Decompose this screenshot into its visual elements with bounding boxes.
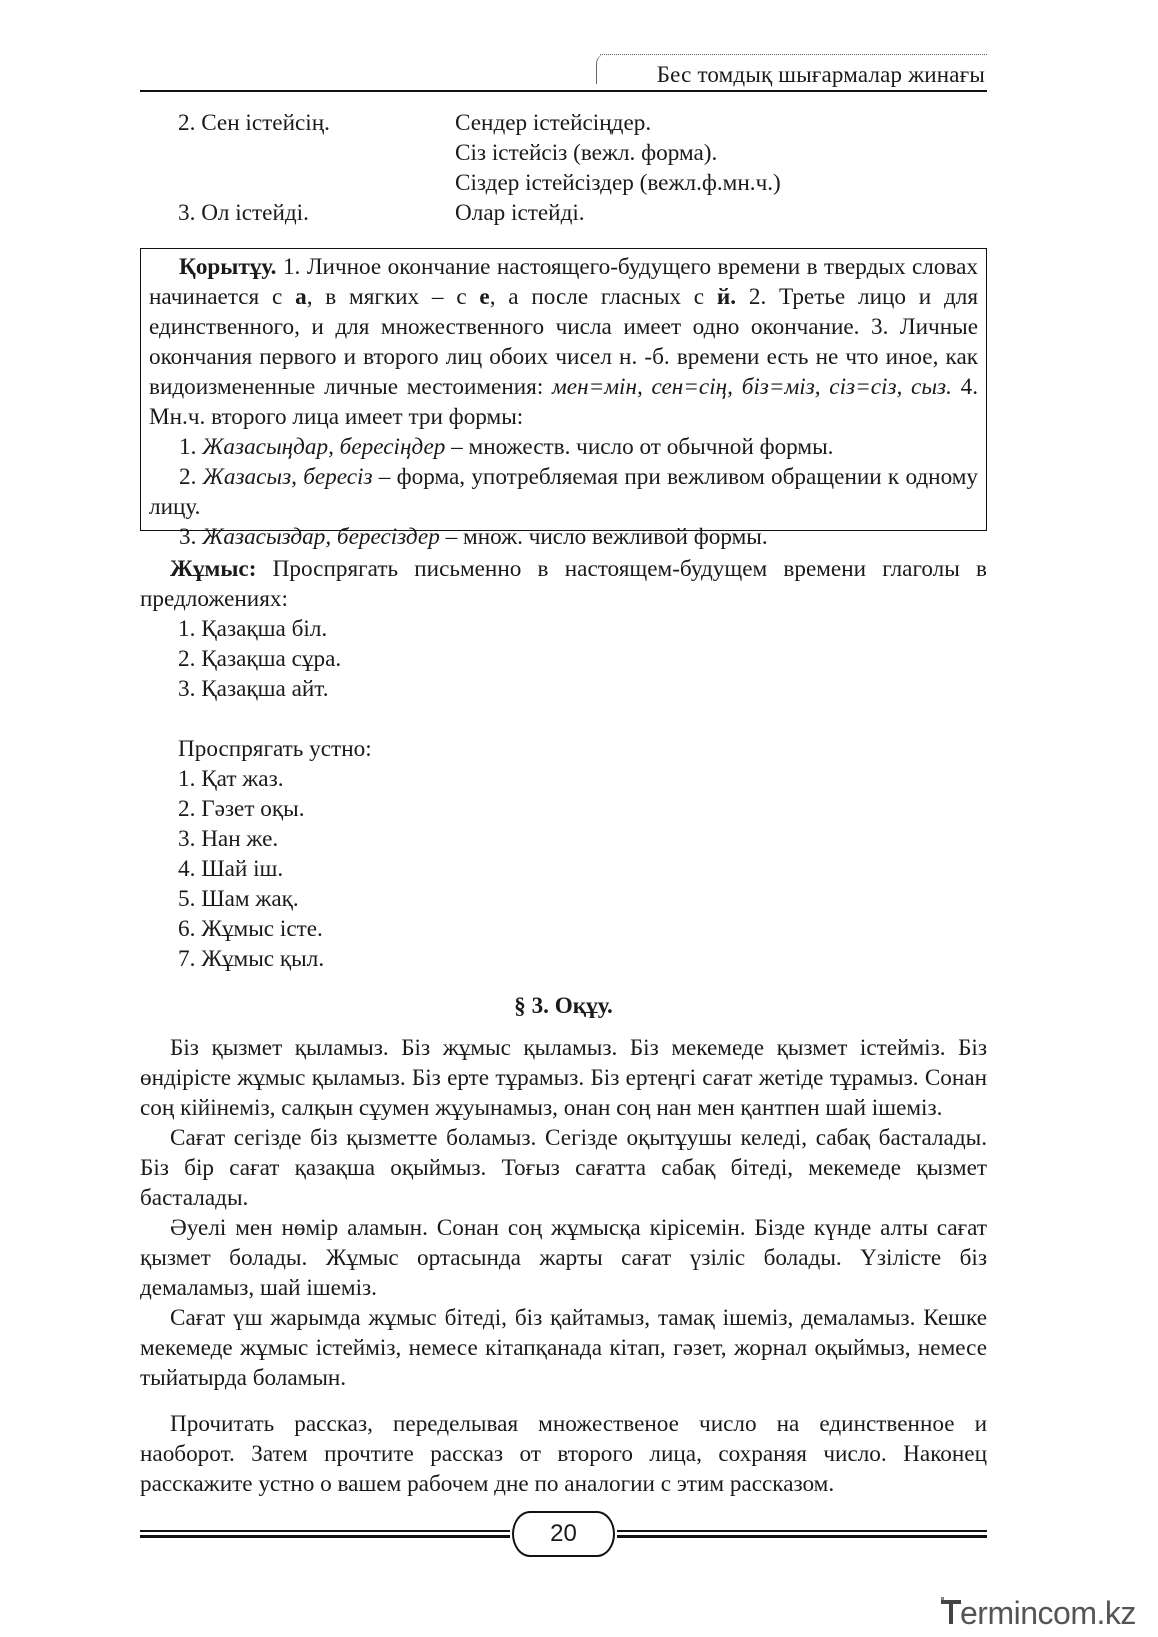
oral-exercise-title: Проспрягать устно: (178, 736, 372, 762)
list-item: 6. Жұмыс істе. (178, 916, 323, 942)
header-dotted-rule (600, 54, 987, 55)
summary-box (140, 248, 987, 550)
list-item: 7. Жұмыс қыл. (178, 946, 325, 972)
oral-exercise-list (140, 764, 987, 974)
written-exercise-list (140, 614, 987, 704)
footer-rule (617, 1530, 987, 1532)
form-number: 3. (179, 524, 203, 550)
summary-paragraph (149, 252, 978, 432)
footer-rule (140, 1535, 510, 1538)
exercise-section (140, 554, 987, 974)
list-item: 4. Шай іш. (178, 856, 284, 882)
form-number: 2. (179, 464, 203, 490)
summary-bold: е (479, 284, 490, 310)
page-footer (140, 1505, 987, 1565)
form-number: 1. (179, 434, 203, 460)
footer-rule (140, 1530, 510, 1532)
summary-label: Қорытұу. (179, 254, 277, 280)
reading-paragraph: Әуелі мен нөмір аламын. Сонан соң жұмысқа кірісемін. Бізде күнде алты сағат қызмет болады. Жұмыс ортасында жарты сағат үзіліс болады. Үзілісте біз демаламыз, шай ішеміз. (140, 1215, 987, 1301)
singular-form: 2. Сен істейсің. (178, 110, 330, 136)
reading-paragraph: Біз қызмет қыламыз. Біз жұмыс қыламыз. Біз мекемеде қызмет істейміз. Біз өндірісте жұмыс қыламыз. Біз ерте тұрамыз. Біз ертеңгі сағат жетіде тұрамыз. Сонан соң кійінеміз, салқын сұумен жұуынамыз, онан соң нан мен қантпен шай ішеміз. (140, 1035, 987, 1121)
list-item: 1. Қазақша біл. (178, 616, 328, 642)
conjugation-row (140, 198, 987, 228)
form-example: Жазасыздар, бересіздер (202, 524, 440, 550)
reading-text (140, 1033, 987, 1393)
footer-rule (617, 1535, 987, 1538)
form-description: – множ. число вежливой формы. (439, 524, 768, 550)
conjugation-row (140, 108, 987, 138)
reading-paragraph: Сағат сегізде біз қызметте боламыз. Сегізде оқытұушы келеді, сабақ басталады. Біз бір сағат қазақша оқыймыз. Тоғыз сағатта сабақ бітеді, мекемеде қызмет басталады. (140, 1125, 987, 1211)
summary-italic: мен=мін, сен=сің, біз=міз, сіз=сіз, сыз. (552, 374, 952, 400)
task-paragraph: Прочитать рассказ, переделывая множественое число на единственное и наоборот. Затем прочтите рассказ от второго лица, сохраняя число. Наконец расскажите устно о вашем рабочем дне по аналогии с этим рассказом. (140, 1411, 987, 1497)
watermark-logo (940, 1597, 1150, 1633)
summary-text: 1. Личное окончание настоящего-будущего времени в твердых словах начинается с (149, 254, 978, 310)
summary-text: 2. Третье лицо и для единственного, и для множественного числа имеет одно окончание. 3. Личные окончания первого и второго лиц обоих чисел н. -б. времени есть не что иное, как видоизмененные личные местоимения: (149, 284, 979, 400)
header-ornament (596, 54, 607, 84)
running-header (140, 54, 987, 94)
list-item: 5. Шам жақ. (178, 886, 299, 912)
list-item: 3. Қазақша айт. (178, 676, 329, 702)
singular-form: 3. Ол істейді. (178, 200, 309, 226)
conjugation-row (140, 168, 987, 198)
watermark-letter-icon (940, 1597, 962, 1627)
running-title: Бес томдық шығармалар жинағы (656, 62, 985, 87)
summary-form-item (149, 462, 978, 522)
conjugation-table (140, 108, 987, 228)
plural-form: Сендер істейсіңдер. (455, 110, 652, 136)
header-rule (140, 90, 987, 92)
plural-form: Сіз істейсіз (вежл. форма). (455, 140, 718, 166)
list-item: 3. Нан же. (178, 826, 279, 852)
summary-text: , а после гласных с (489, 284, 717, 310)
plural-form: Сіздер істейсіздер (вежл.ф.мн.ч.) (455, 170, 781, 196)
exercise-intro (140, 554, 987, 614)
plural-form: Олар істейді. (455, 200, 585, 226)
list-item: 2. Қазақша сұра. (178, 646, 342, 672)
summary-form-item (149, 522, 978, 552)
conjugation-row (140, 138, 987, 168)
page-number: 20 (512, 1511, 615, 1557)
watermark-text: ermincom.kz (960, 1595, 1136, 1631)
summary-form-item (149, 432, 978, 462)
exercise-label: Жұмыс: (170, 556, 257, 582)
exercise-text: Проспрягать письменно в настоящем-будущем времени глаголы в предложениях: (140, 556, 987, 612)
list-item: 2. Гәзет оқы. (178, 796, 305, 822)
form-example: Жазасыз, бересіз (202, 464, 373, 490)
form-description: – множеств. число от обычной формы. (445, 434, 834, 460)
list-item: 1. Қат жаз. (178, 766, 284, 792)
reading-paragraph: Сағат үш жарымда жұмыс бітеді, біз қайтамыз, тамақ ішеміз, демаламыз. Кешке мекемеде жұмыс істейміз, немесе кітапқанада кітап, гәзет, жорнал оқыймыз, немесе тыйатырда боламын. (140, 1305, 987, 1391)
summary-text: 4. Мн.ч. второго лица имеет три формы: (149, 374, 978, 430)
reading-task (140, 1409, 987, 1499)
summary-bold: а (295, 284, 307, 310)
summary-bold: й. (716, 284, 737, 310)
form-example: Жазасыңдар, бересіңдер (202, 434, 446, 460)
form-description: – форма, употребляемая при вежливом обращении к одному лицу. (149, 464, 978, 520)
summary-text: , в мягких – с (306, 284, 480, 310)
section-heading: § 3. Оқұу. (514, 993, 613, 1019)
